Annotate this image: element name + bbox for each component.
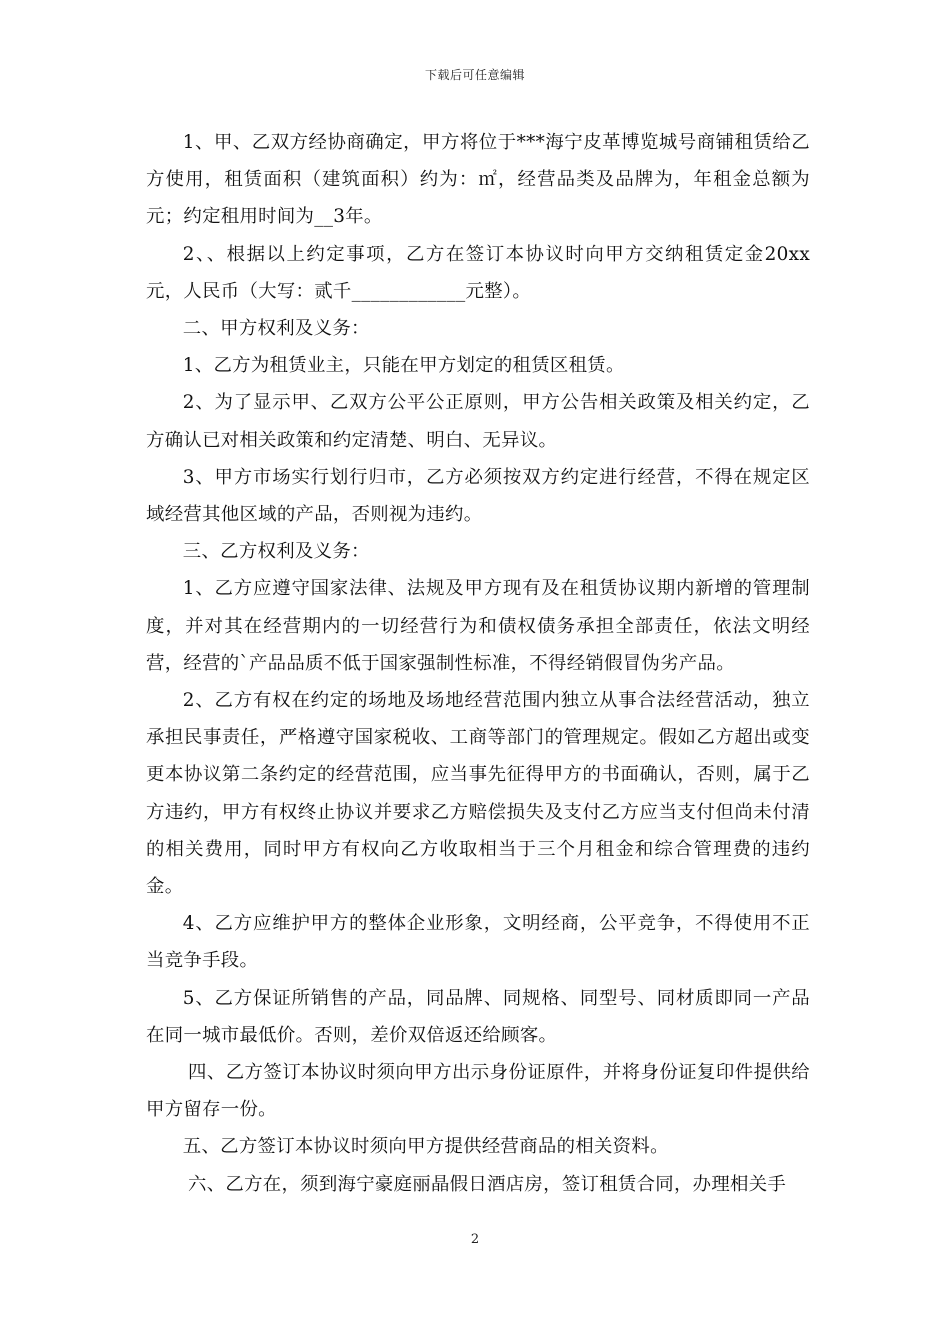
paragraph-2-deposit: 2、、根据以上约定事项，乙方在签订本协议时向甲方交纳租赁定金20xx元，人民币（大写：贰千____________元整）。: [146, 243, 810, 302]
paragraph-a-3: 3、甲方市场实行划行归市，乙方必须按双方约定进行经营，不得在规定区域经营其他区域的产品，否则视为违约。: [146, 466, 810, 526]
section-six-contract-signing: 六、乙方在，须到海宁豪庭丽晶假日酒店房，签订租赁合同，办理相关手: [188, 1173, 787, 1195]
paragraph-b-4: 4、乙方应维护甲方的整体企业形象，文明经商，公平竞争，不得使用不正当竞争手段。: [146, 913, 810, 972]
paragraph-a-1: 1、乙方为租赁业主，只能在甲方划定的租赁区租赁。: [182, 355, 625, 377]
page-header-note: 下载后可任意编辑: [424, 68, 525, 82]
paragraph-b-2: 2、乙方有权在约定的场地及场地经营范围内独立从事合法经营活动，独立承担民事责任，严格遵守国家税收、工商等部门的管理规定。假如乙方超出或变更本协议第二条约定的经营范围，应当事先征得甲方的书面确认，否则，属于乙方违约，甲方有权终止协议并要求乙方赔偿损失及支付乙方应当支付但尚未付清的相关费用，同时甲方有权向乙方收取相当于三个月租金和综合管理费的违约金。: [146, 690, 810, 898]
document-body: [146, 124, 810, 1203]
section-heading-party-b-rights: 三、乙方权利及义务：: [182, 541, 370, 563]
section-five-documents: 五、乙方签订本协议时须向甲方提供经营商品的相关资料。: [182, 1136, 669, 1158]
paragraph-a-2: 2、为了显示甲、乙双方公平公正原则，甲方公告相关政策及相关约定，乙方确认已对相关政策和约定清楚、明白、无异议。: [146, 392, 810, 451]
page-number: 2: [470, 1232, 480, 1247]
section-heading-party-a-rights: 二、甲方权利及义务：: [182, 318, 370, 340]
section-four-id-card: 四、乙方签订本协议时须向甲方出示身份证原件，并将身份证复印件提供给甲方留存一份。: [146, 1062, 810, 1121]
paragraph-1-lease-terms: 1、甲、乙双方经协商确定，甲方将位于***海宁皮革博览城号商铺租赁给乙方使用，租赁面积（建筑面积）约为：㎡，经营品类及品牌为，年租金总额为元；约定租用时间为__3年。: [146, 132, 810, 228]
paragraph-b-1: 1、乙方应遵守国家法律、法规及甲方现有及在租赁协议期内新增的管理制度，并对其在经营期内的一切经营行为和债权债务承担全部责任，依法文明经营，经营的`产品品质不低于国家强制性标准，不得经销假冒伪劣产品。: [146, 578, 810, 674]
paragraph-b-5: 5、乙方保证所销售的产品，同品牌、同规格、同型号、同材质即同一产品在同一城市最低价。否则，差价双倍返还给顾客。: [146, 987, 810, 1046]
